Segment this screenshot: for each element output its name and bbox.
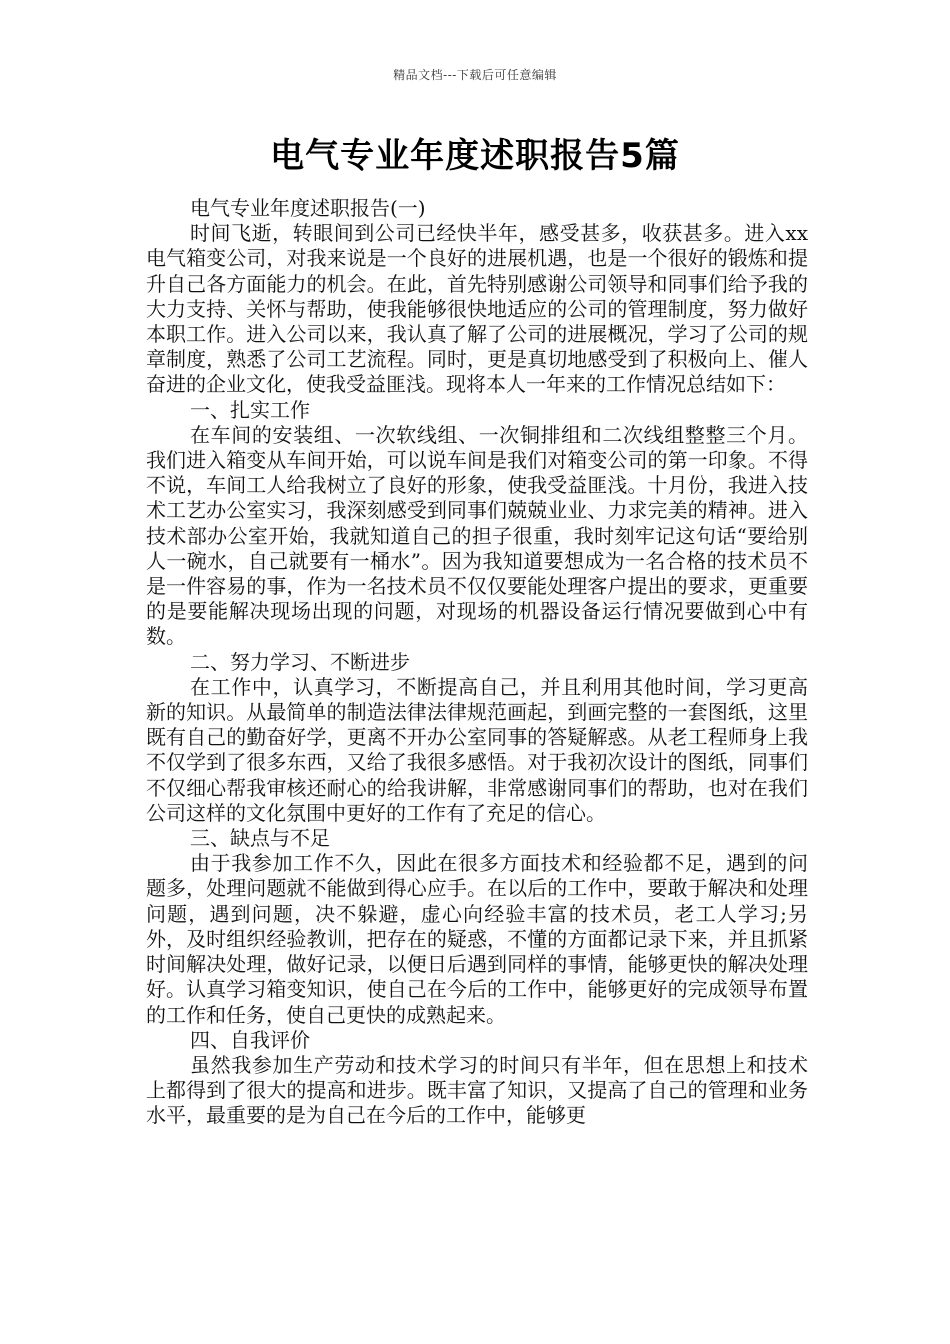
paragraph-section-2: 在工作中，认真学习，不断提高自己，并且利用其他时间，学习更高新的知识。从最简单的制造法律法律规范画起，到画完整的一套图纸，这里既有自己的勤奋好学，更离不开办公室同事的答疑解惑。从老工程师身上我不仅学到了很多东西，又给了我很多感悟。对于我初次设计的图纸，同事们不仅细心帮我审核还耐心的给我讲解，非常感谢同事们的帮助，也对在我们公司这样的文化氛围中更好的工作有了充足的信心。 — [146, 674, 808, 825]
section-heading-4: 四、自我评价 — [190, 1027, 310, 1052]
document-body — [146, 196, 808, 1129]
header-note: 精品文档---下载后可任意编辑 — [393, 68, 557, 82]
section-heading-3: 三、缺点与不足 — [190, 826, 330, 851]
paragraph-section-4: 虽然我参加生产劳动和技术学习的时间只有半年，但在思想上和技术上都得到了很大的提高和进步。既丰富了知识，又提高了自己的管理和业务水平，最重要的是为自己在今后的工作中，能够更 — [146, 1052, 808, 1128]
document-title: 电气专业年度述职报告5篇 — [270, 136, 680, 176]
report-subtitle: 电气专业年度述职报告(一) — [190, 196, 426, 220]
paragraph-section-3: 由于我参加工作不久，因此在很多方面技术和经验都不足，遇到的问题多，处理问题就不能做到得心应手。在以后的工作中，要敢于解决和处理问题，遇到问题，决不躲避，虚心向经验丰富的技术员，老工人学习;另外，及时组织经验教训，把存在的疑惑，不懂的方面都记录下来，并且抓紧时间解决处理，做好记录，以便日后遇到同样的事情，能够更快的解决处理好。认真学习箱变知识，使自己在今后的工作中，能够更好的完成领导布置的工作和任务，使自己更快的成熟起来。 — [146, 851, 808, 1027]
paragraph-section-1: 在车间的安装组、一次软线组、一次铜排组和二次线组整整三个月。我们进入箱变从车间开始，可以说车间是我们对箱变公司的第一印象。不得不说，车间工人给我树立了良好的形象，使我受益匪浅。十月份，我进入技术工艺办公室实习，我深刻感受到同事们兢兢业业、力求完美的精神。进入技术部办公室开始，我就知道自己的担子很重，我时刻牢记这句话“要给别人一碗水，自己就要有一桶水”。因为我知道要想成为一名合格的技术员不是一件容易的事，作为一名技术员不仅仅要能处理客户提出的要求，更重要的是要能解决现场出现的问题，对现场的机器设备运行情况要做到心中有数。 — [146, 422, 808, 649]
section-heading-2: 二、努力学习、不断进步 — [190, 649, 410, 674]
section-heading-1: 一、扎实工作 — [190, 397, 310, 422]
paragraph-intro: 时间飞逝，转眼间到公司已经快半年，感受甚多，收获甚多。进入xx电气箱变公司，对我来说是一个良好的进展机遇，也是一个很好的锻炼和提升自己各方面能力的机会。在此，首先特别感谢公司领导和同事们给予我的大力支持、关怀与帮助，使我能够很快地适应的公司的管理制度，努力做好本职工作。进入公司以来，我认真了解了公司的进展概况，学习了公司的规章制度，熟悉了公司工艺流程。同时，更是真切地感受到了积极向上、催人奋进的企业文化，使我受益匪浅。现将本人一年来的工作情况总结如下： — [146, 221, 808, 397]
